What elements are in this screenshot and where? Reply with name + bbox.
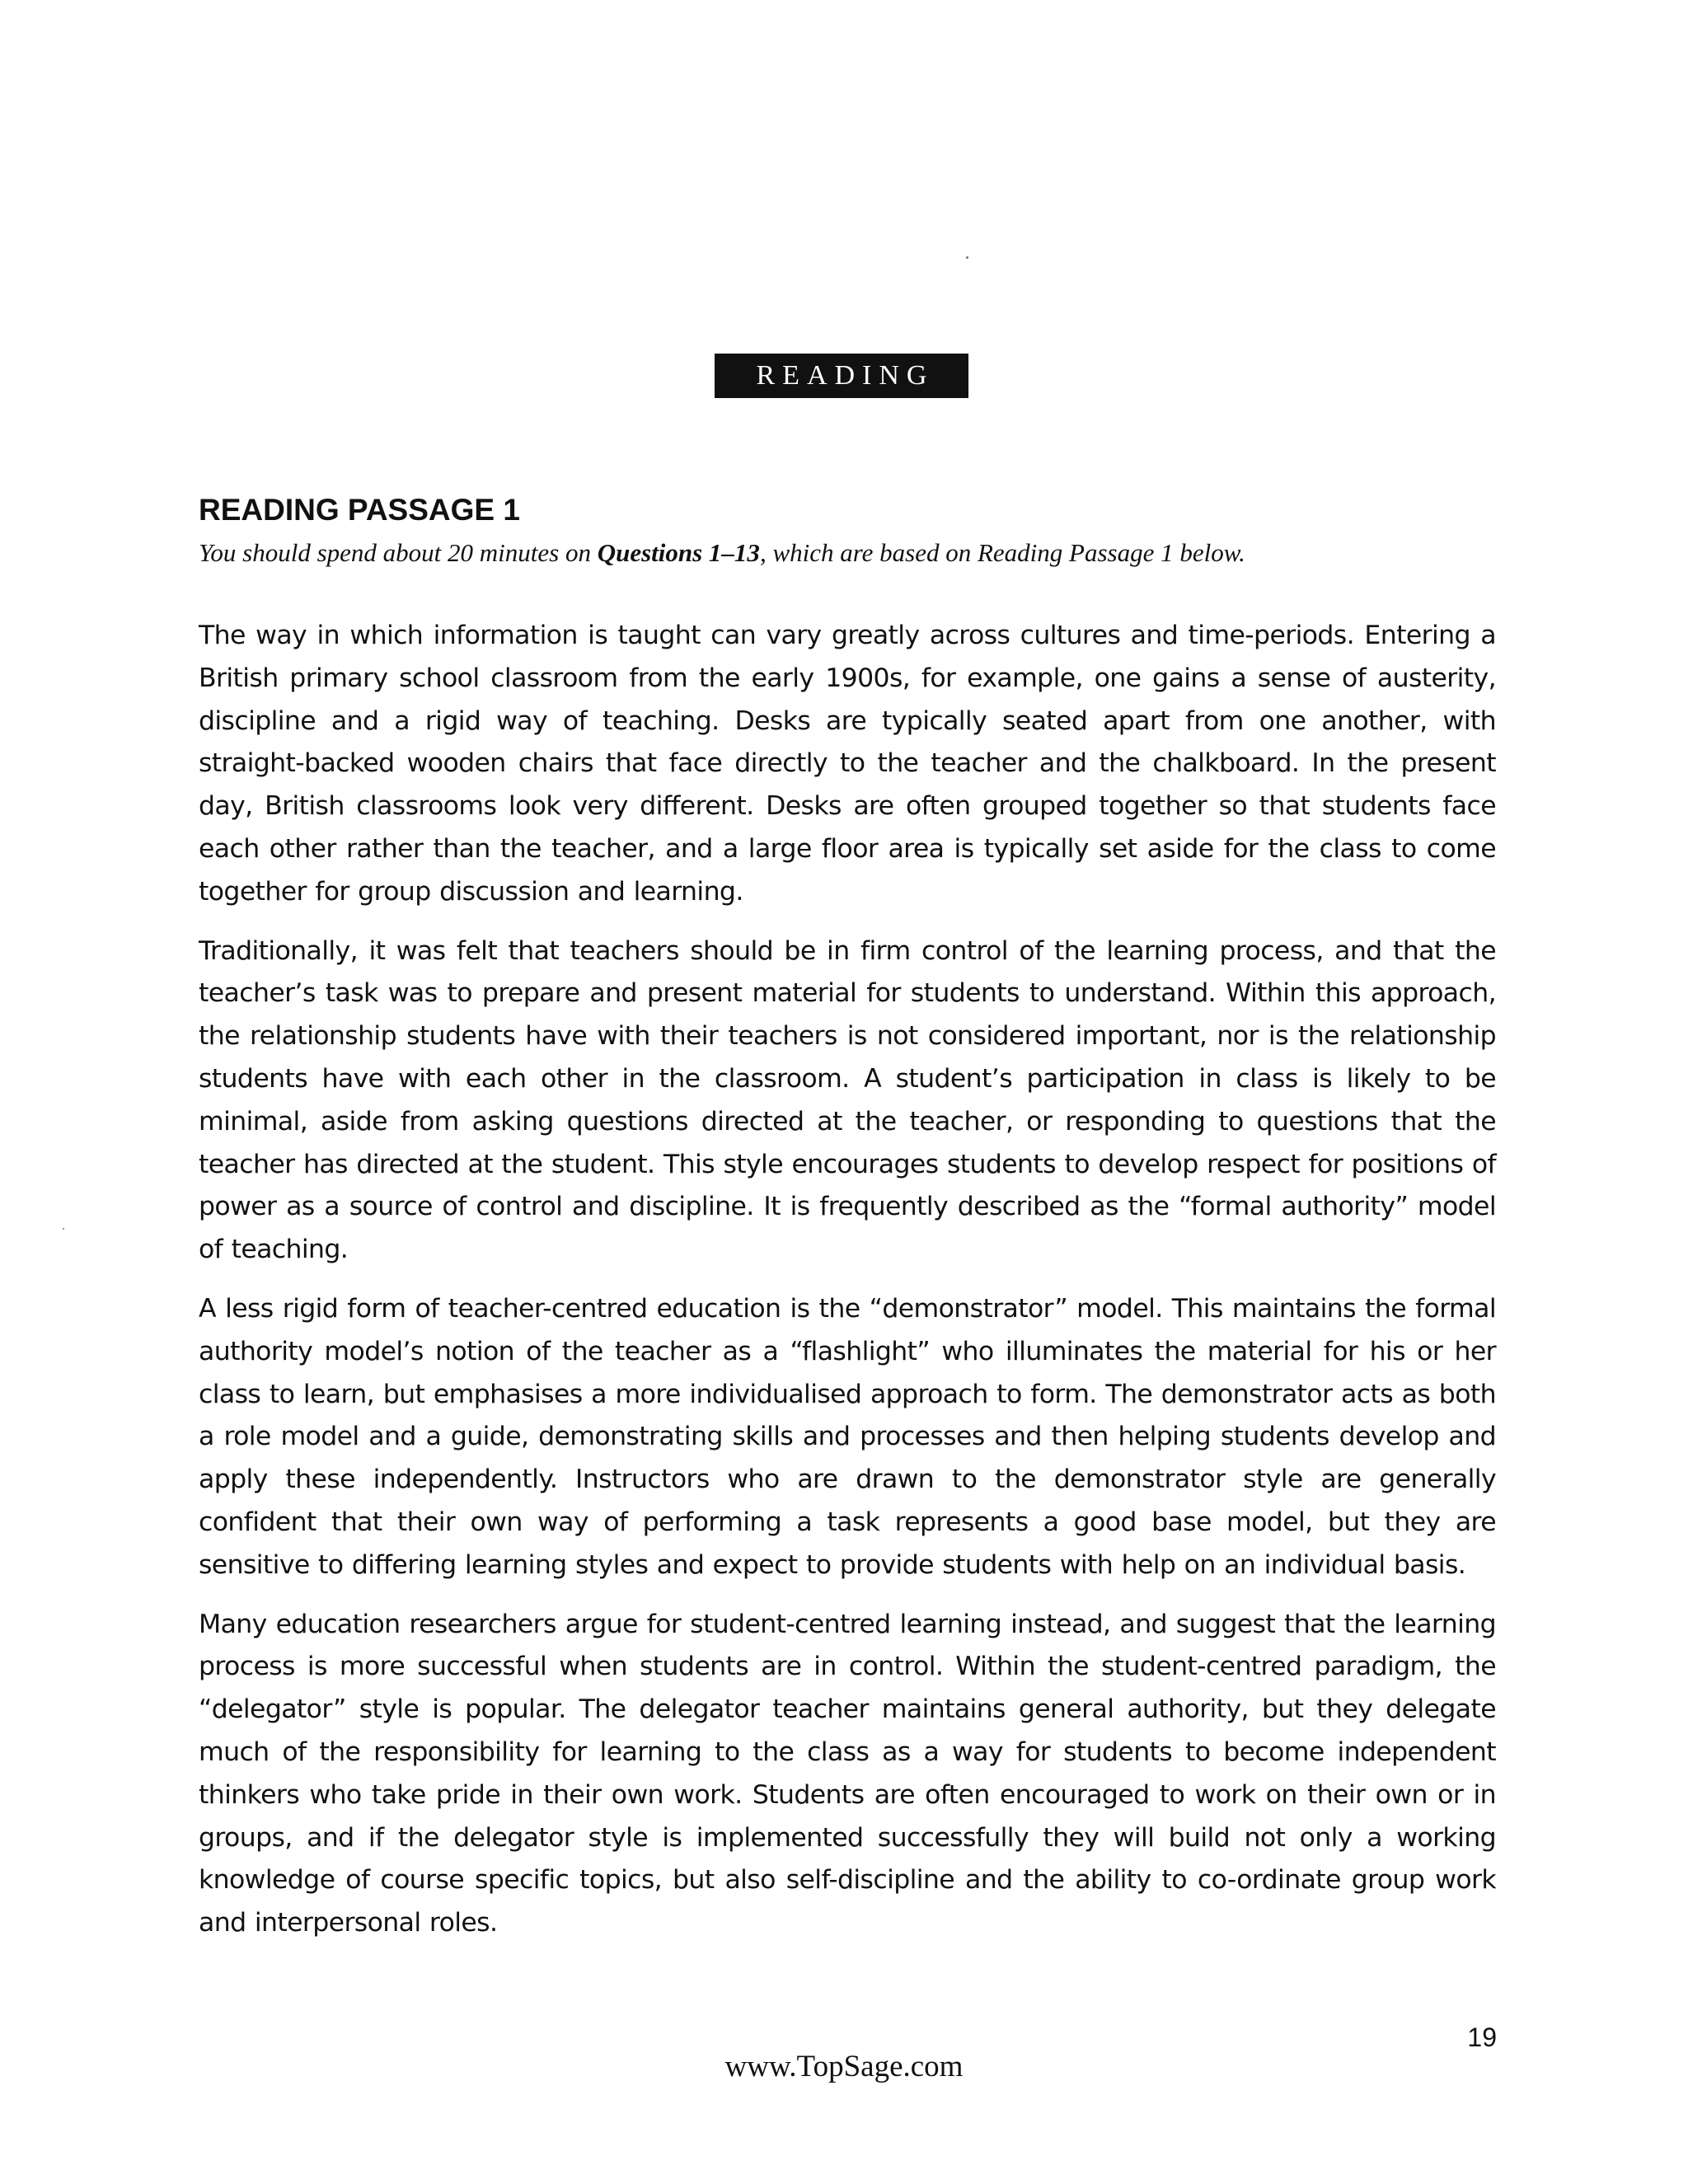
section-banner: READING — [715, 354, 968, 398]
passage-body — [199, 615, 1496, 1961]
paragraph: The way in which information is taught can vary greatly across cultures and time-periods. Entering a British primary school classroom from the early 1900s, for example, one gains a sense of austerity, discipline and a rigid way of teaching. Desks are typically seated apart from one another, with straight-backed wooden chairs that face directly to the teacher and the chalkboard. In the present day, British classrooms look very different. Desks are often grouped together so that students face each other rather than the teacher, and a large floor area is typically set aside for the class to come together for group discussion and learning. — [199, 621, 1496, 907]
scan-speck — [966, 256, 968, 259]
instructions-prefix: You should spend about 20 minutes on — [199, 538, 598, 567]
paragraph: Many education researchers argue for student-centred learning instead, and suggest that the learning process is more successful when students are in control. Within the student-centred paradigm, the “delegator” style is popular. The delegator teacher maintains general authority, but they delegate much of the responsibility for learning to the class as a way for students to become independent thinkers who take pride in their own work. Students are often encouraged to work on their own or in groups, and if the delegator style is implemented successfully they will build not only a working knowledge of course specific topics, but also self-discipline and the ability to co-ordinate group work and interpersonal roles. — [199, 1609, 1496, 1938]
instructions-suffix: , which are based on Reading Passage 1 below. — [759, 538, 1245, 567]
passage-title: READING PASSAGE 1 — [199, 493, 520, 527]
passage-instructions — [199, 536, 1245, 570]
footer-url[interactable]: www.TopSage.com — [724, 2050, 964, 2083]
paragraph: A less rigid form of teacher-centred education is the “demonstrator” model. This maintains the formal authority model’s notion of the teacher as a “flashlight” who illuminates the material for his or her class to learn, but emphasises a more individualised approach to form. The demonstrator acts as both a role model and a guide, demonstrating skills and processes and then helping students develop and apply these independently. Instructors who are drawn to the demonstrator style are generally confident that their own way of performing a task represents a good base model, but they are sensitive to differing learning styles and expect to provide students with help on an individual basis. — [199, 1293, 1496, 1580]
paragraph: Traditionally, it was felt that teachers should be in firm control of the learning process, and that the teacher’s task was to prepare and present material for students to understand. Within this approach, the relationship students have with their teachers is not considered important, nor is the relationship students have with each other in the classroom. A student’s participation in class is likely to be minimal, aside from asking questions directed at the teacher, or responding to questions that the teacher has directed at the student. This style encourages students to develop respect for positions of power as a source of control and discipline. It is frequently described as the “formal authority” model of teaching. — [199, 935, 1496, 1265]
scan-speck — [63, 1228, 64, 1230]
instructions-questions: Questions 1–13 — [597, 538, 760, 567]
page-number: 19 — [1467, 2022, 1497, 2052]
